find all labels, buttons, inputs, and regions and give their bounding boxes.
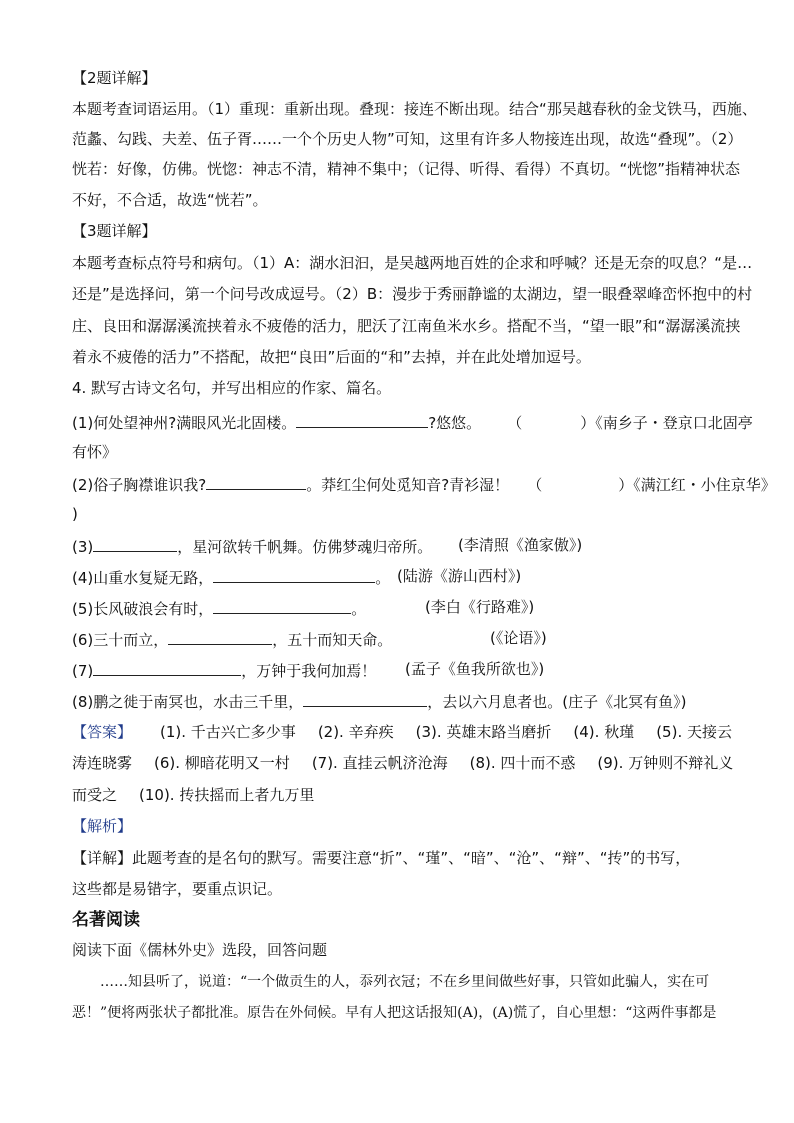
answer-item: (7). 直挂云帆济沧海 bbox=[311, 754, 448, 772]
q4-item-3-tail: ，星河欲转千帆舞。仿佛梦魂归帝所。 bbox=[177, 538, 433, 556]
analysis-tag: 【解析】 bbox=[72, 817, 133, 835]
q4-item-3-num: (3) bbox=[72, 538, 94, 556]
passage-line-2: 恶！”便将两张状子都批准。原告在外伺候。早有人把这话报知(A)，(A)慌了，自心里想：“这两件事都是 bbox=[72, 1005, 717, 1021]
answer-blank-3[interactable] bbox=[93, 535, 177, 552]
analysis-line-1 bbox=[72, 848, 690, 868]
q4-item-3 bbox=[72, 535, 432, 557]
analysis-text-1: 此题考查的是名句的默写。需要注意“折”、“瑾”、“暗”、“沧”、“辩”、“抟”的书写， bbox=[132, 849, 691, 867]
q2-heading: 【2题详解】 bbox=[72, 69, 157, 87]
q3-heading: 【3题详解】 bbox=[72, 222, 157, 240]
q4-item-1-tail: ?悠悠。 bbox=[428, 414, 482, 432]
reading-intro: 阅读下面《儒林外史》选段，回答问题 bbox=[72, 941, 328, 959]
passage-line-1: ……知县听了，说道：“一个做贡生的人，忝列衣冠；不在乡里间做些好事，只管如此骗人，实在可 bbox=[100, 974, 710, 990]
q4-item-4-tail: 。 bbox=[375, 569, 391, 587]
answer-blank-1[interactable] bbox=[296, 411, 428, 428]
answer-blank-8[interactable] bbox=[303, 690, 427, 707]
answer-item: 而受之 bbox=[72, 786, 118, 804]
answer-tag: 【答案】 bbox=[72, 723, 133, 741]
answer-item: (6). 柳暗花明又一村 bbox=[154, 754, 290, 772]
answer-blank-2[interactable] bbox=[206, 473, 306, 490]
q4-item-5-tail: 。 bbox=[351, 600, 367, 618]
answer-item: (2). 辛弃疾 bbox=[317, 723, 394, 741]
answer-item: (3). 英雄末路当磨折 bbox=[415, 723, 552, 741]
q4-item-2-cont: ) bbox=[72, 505, 78, 523]
q2-line-4: 不好，不合适，故选“恍若”。 bbox=[72, 191, 268, 209]
q2-line-1: 本题考查词语运用。（1）重现：重新出现。叠现：接连不断出现。结合“那吴越春秋的金戈铁马，西施、 bbox=[72, 100, 757, 118]
q4-item-7-source: (孟子《鱼我所欲也》) bbox=[405, 660, 545, 678]
q4-item-1-source: ）《南乡子・登京口北固亭 bbox=[580, 414, 753, 432]
answer-item: (5). 天接云 bbox=[656, 723, 732, 741]
q4-item-8 bbox=[72, 690, 686, 712]
q2-line-2: 范蠡、勾践、夫差、伍子胥……一个个历史人物”可知，这里有许多人物接连出现，故选“叠现”。（2） bbox=[72, 130, 743, 148]
q4-item-1-text: (1)何处望神州?满眼风光北固楼。 bbox=[72, 414, 297, 432]
q4-item-2 bbox=[72, 473, 776, 495]
q4-item-4 bbox=[72, 566, 390, 588]
answer-item: (8). 四十而不惑 bbox=[469, 754, 576, 772]
q4-item-1 bbox=[72, 411, 753, 433]
detail-tag: 【详解】 bbox=[72, 849, 133, 867]
answer-line-2 bbox=[72, 753, 733, 773]
section-heading: 名著阅读 bbox=[72, 910, 140, 930]
q4-item-7-num: (7) bbox=[72, 662, 94, 680]
answer-line-1 bbox=[72, 722, 732, 742]
q4-item-2-tail: 。莽红尘何处觅知音?青衫湿！ bbox=[306, 476, 510, 494]
q4-item-1-cont: 有怀》 bbox=[72, 443, 118, 461]
q4-item-2-text: (2)俗子胸襟谁识我? bbox=[72, 476, 207, 494]
answer-item: (9). 万钟则不辩礼义 bbox=[597, 754, 734, 772]
answer-item: (1). 千古兴亡多少事 bbox=[160, 723, 296, 741]
answer-blank-4[interactable] bbox=[213, 566, 375, 583]
q4-item-7-tail: ，万钟于我何加焉！ bbox=[241, 662, 377, 680]
q4-item-8-tail: ，去以六月息者也。(庄子《北冥有鱼》) bbox=[427, 693, 687, 711]
q3-line-2: 还是”是选择问，第一个问号改成逗号。（2）B：漫步于秀丽静谧的太湖边，望一眼叠翠峰峦怀抱中的村 bbox=[72, 285, 753, 303]
q4-item-3-source: (李清照《渔家傲》) bbox=[458, 536, 583, 554]
q4-item-5-source: (李白《行路难》) bbox=[425, 598, 535, 616]
q4-item-4-text: (4)山重水复疑无路， bbox=[72, 569, 214, 587]
q4-item-7 bbox=[72, 659, 376, 681]
q4-item-8-text: (8)鹏之徙于南冥也，水击三千里， bbox=[72, 693, 304, 711]
q4-item-6 bbox=[72, 628, 392, 650]
q4-item-1-paren-open: （ bbox=[507, 414, 523, 432]
q4-item-2-source: ）《满江红・小住京华》 bbox=[618, 476, 776, 494]
q4-item-6-tail: ，五十而知天命。 bbox=[272, 631, 393, 649]
q3-line-3: 庄、良田和潺潺溪流挟着永不疲倦的活力，肥沃了江南鱼米水乡。搭配不当，“望一眼”和“潺潺溪流挟 bbox=[72, 317, 741, 335]
answer-item: (4). 秋瑾 bbox=[573, 723, 635, 741]
answer-item: (10). 抟扶摇而上者九万里 bbox=[139, 786, 315, 804]
q3-line-1: 本题考查标点符号和病句。（1）A：湖水汩汩，是吴越两地百姓的企求和呼喊？还是无奈的叹息？“是… bbox=[72, 254, 753, 272]
q4-title: 4. 默写古诗文名句，并写出相应的作家、篇名。 bbox=[72, 379, 392, 397]
q4-item-2-paren-open: （ bbox=[527, 476, 543, 494]
answer-blank-6[interactable] bbox=[168, 628, 272, 645]
analysis-line-2: 这些都是易错字，要重点识记。 bbox=[72, 880, 283, 898]
q4-item-5-text: (5)长风破浪会有时， bbox=[72, 600, 214, 618]
q4-item-6-source: (《论语》) bbox=[490, 629, 547, 647]
q4-item-5 bbox=[72, 597, 366, 619]
q4-item-6-text: (6)三十而立， bbox=[72, 631, 169, 649]
answer-blank-7[interactable] bbox=[93, 659, 241, 676]
q4-item-4-source: (陆游《游山西村》) bbox=[397, 567, 522, 585]
answer-blank-5[interactable] bbox=[213, 597, 351, 614]
q2-line-3: 恍若：好像，仿佛。恍惚：神志不清，精神不集中；（记得、听得、看得）不真切。“恍惚”指精神状态 bbox=[72, 160, 741, 178]
q3-line-4: 着永不疲倦的活力”不搭配，故把“良田”后面的“和”去掉，并在此处增加逗号。 bbox=[72, 348, 591, 366]
answer-line-3 bbox=[72, 785, 314, 805]
answer-item: 涛连晓雾 bbox=[72, 754, 133, 772]
